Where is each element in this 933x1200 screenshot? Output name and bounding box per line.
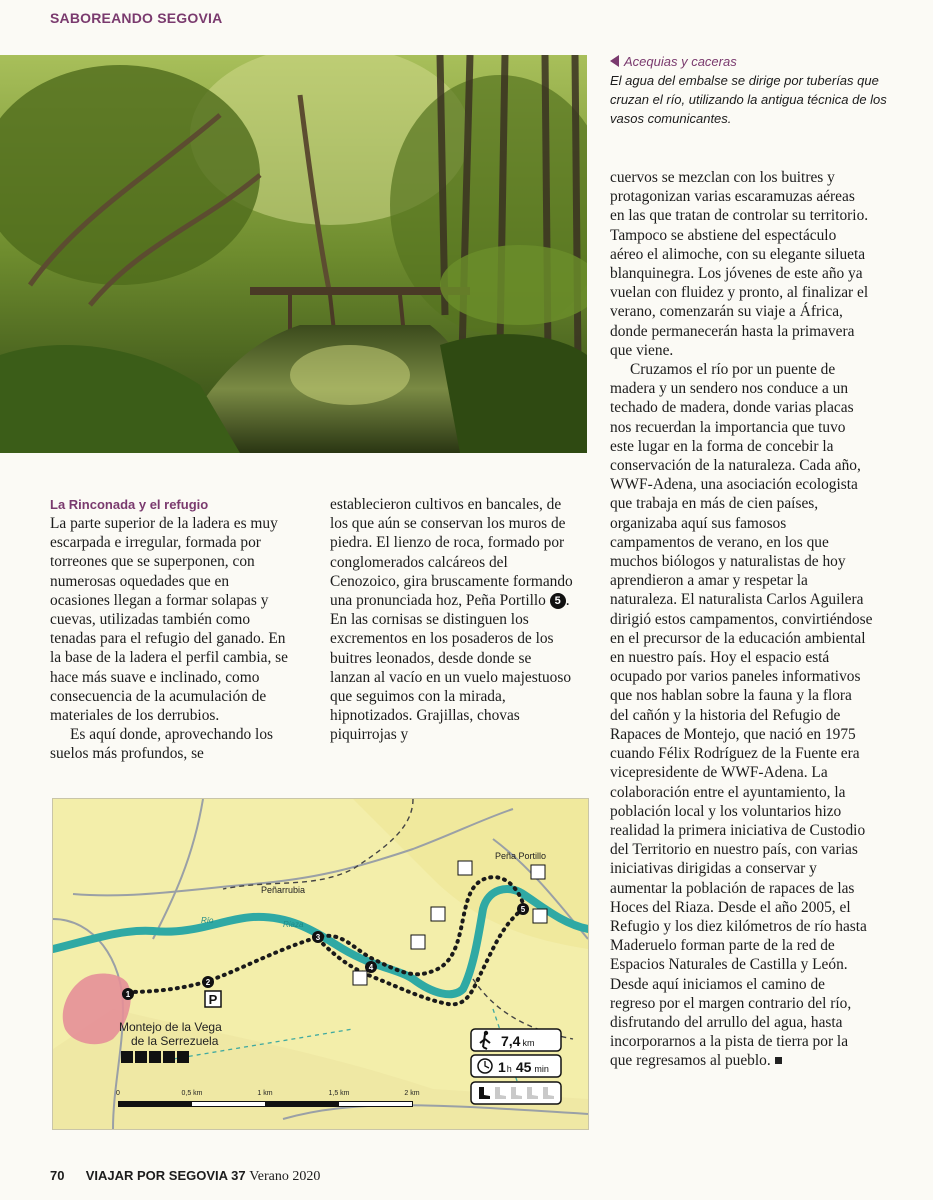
shelter-icon [533, 909, 547, 923]
time-hours: 1 [498, 1059, 506, 1075]
article-column-1 [50, 495, 290, 764]
time-h-unit: h [506, 1064, 512, 1074]
scale-label: 0,5 km [181, 1090, 203, 1097]
label-penarrubia: Peñarrubia [261, 885, 306, 895]
town-name-line2: de la Serrezuela [131, 1034, 219, 1048]
label-rio: Río [201, 916, 214, 925]
map-stop-label: 4 [368, 963, 374, 972]
parking-label: P [208, 992, 218, 1007]
map-stop-label: 1 [125, 990, 131, 999]
restaurant-icon [135, 1051, 147, 1063]
route-map [52, 798, 589, 1130]
scale-label: 0 [116, 1090, 120, 1097]
paragraph-text: establecieron cultivos en bancales, de los que aún se conservan los muros de piedra. El lienzo de roca, formado por conglomerados calcáreos del Cenozoico, gira bruscamente formando una pronunciada hoz, Peña Portillo [330, 496, 573, 610]
hiker-icon [177, 1051, 189, 1063]
end-mark-icon [775, 1057, 782, 1064]
caption-title: Acequias y caceras [624, 54, 737, 69]
caption-arrow-icon [610, 55, 619, 67]
paragraph: La parte superior de la ladera es muy escarpada e irregular, formada por torreones que se superponen, con numerosas oquedades que en ocasiones llegan a formar solapas y cuevas, utilizadas también como tenadas para el refugio del ganado. En la base de la ladera el perfil cambia, se hace más suave e inclinado, como consecuencia de la acumulación de materiales de los derrubios. [50, 515, 288, 725]
river-forest-photo [0, 55, 587, 453]
paragraph [330, 495, 575, 745]
map-stop-label: 2 [205, 978, 211, 987]
info-icon [163, 1051, 175, 1063]
distance-number: 7,4 [501, 1033, 521, 1049]
paragraph-text: . En las cornisas se distinguen los excrementos en los posaderos de los buitres leonados, desde donde se lanzan al vacío en un vuelo majestuoso que seguimos con la mirada, hipnotizados. Grajillas, chovas piquirrojas y [330, 592, 572, 744]
paragraph: Es aquí donde, aprovechando los suelos más profundos, se [50, 726, 274, 763]
paragraph [610, 360, 873, 1071]
time-min-unit: min [534, 1064, 549, 1074]
distance-unit: km [522, 1038, 535, 1048]
sign-icon [353, 971, 367, 985]
magazine-name: VIAJAR POR SEGOVIA 37 [85, 1168, 246, 1183]
photo-caption [610, 52, 910, 128]
caption-text: El agua del embalse se dirige por tuberías que cruzan el río, utilizando la antigua técnica de los vasos comunicantes. [610, 73, 887, 126]
stop-marker-5: 5 [550, 593, 566, 609]
monument-icon [121, 1051, 133, 1063]
map-stop-label: 5 [520, 905, 526, 914]
map-stop-label: 3 [315, 933, 321, 942]
subheading: La Rinconada y el refugio [50, 497, 209, 512]
scale-label: 2 km [404, 1090, 420, 1097]
lodging-icon [149, 1051, 161, 1063]
hide-icon [411, 935, 425, 949]
page-number: 70 [50, 1168, 65, 1183]
paragraph: cuervos se mezclan con los buitres y protagonizan varias escaramuzas aéreas en las que tratan de controlar su territorio. Tampoco se abstiene del espectáculo aéreo el alimoche, con su elegante silueta blanquinegra. Los jóvenes de este año ya vuelan con fluidez y pronto, al finalizar el verano, comenzarán su viaje a África, donde permanecerán hasta la primavera que viene. [610, 169, 869, 359]
page-footer [50, 1168, 320, 1185]
article-column-2 [330, 495, 575, 745]
town-name-line1: Montejo de la Vega [119, 1020, 222, 1034]
section-header: SABOREANDO SEGOVIA [50, 10, 223, 26]
label-riaza: Riaza [283, 920, 304, 929]
scale-label: 1,5 km [328, 1090, 350, 1097]
scale-label: 1 km [257, 1090, 273, 1097]
time-minutes: 45 [515, 1059, 532, 1075]
issue-name: Verano 2020 [249, 1169, 321, 1184]
label-pena-portillo: Peña Portillo [495, 851, 547, 861]
birdwatch-icon [431, 907, 445, 921]
viewpoint-icon [458, 861, 472, 875]
bench-icon [531, 865, 545, 879]
paragraph-text: Cruzamos el río por un puente de madera y un sendero nos conduce a un techado de madera, donde varias placas nos recuerdan la importancia que tuvo este lugar en la forma de concebir la conservación de la naturaleza. Cada año, WWF-Adena, una asociación ecologista que trabaja en más de cien países, organizaba aquí sus famosos campamentos de verano, en los que muchos biólogos y naturalistas de hoy aprendieron a amar y respetar la naturaleza. El naturalista Carlos Aguilera dirigió estos campamentos, convirtiéndose en el precursor de la educación ambiental en nuestro país. Hoy el espacio está ocupado por varios paneles informativos que nos hablan sobre la fauna y la flora del cañón y la historia del Refugio de Rapaces de Montejo, que nació en 1975 cuando Félix Rodríguez de la Fuente era vicepresidente de WWF-Adena. La colaboración entre el ayuntamiento, la población local y los voluntarios hizo realidad la primera iniciativa de Custodio del Territorio en nuestro país, con varias iniciativas dirigidas a conservar y aumentar la población de rapaces de las Hoces del Riaza. Desde el año 2005, el Refugio y los diez kilómetros de río hasta Maderuelo forman parte de la red de Espacios Naturales de Castilla y León. Desde aquí iniciamos el camino de regreso por el margen contrario del río, disfrutando del arrullo del agua, hasta incorporarnos a la pista de tierra por la que regresamos al pueblo. [610, 361, 873, 1070]
article-column-3 [610, 168, 873, 1071]
